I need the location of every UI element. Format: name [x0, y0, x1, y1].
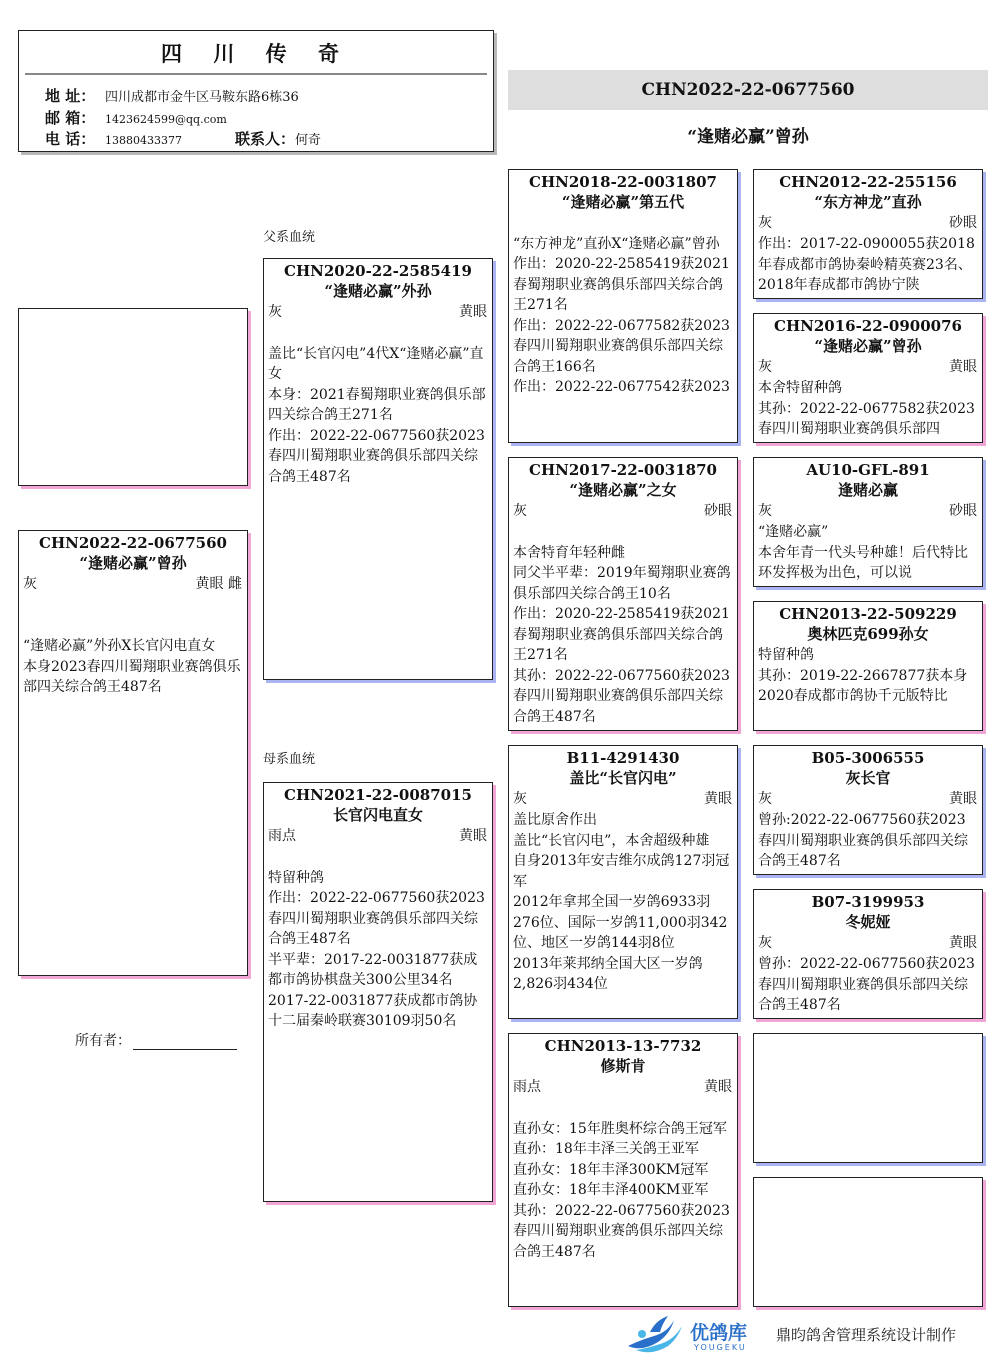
empty-card [753, 1033, 983, 1163]
eye-type: 砂眼 [704, 503, 732, 519]
eye-type: 砂眼 [949, 215, 977, 231]
plumage-color: 灰 [268, 304, 282, 320]
bird-name: “逢赌必赢”曾孙 [79, 554, 187, 572]
bird-name: “逢赌必赢”曾孙 [814, 337, 922, 355]
plumage-color: 灰 [758, 359, 772, 375]
eye-type: 黄眼 [459, 828, 487, 844]
plumage-color: 灰 [758, 791, 772, 807]
phone-label: 电 话： [45, 130, 96, 148]
owner-line [133, 1035, 237, 1050]
bird-description: 本舍特留种鸽 其孙：2022-22-0677582获2023春四川蜀翔职业赛鸽俱乐部四 [758, 380, 975, 437]
email-value: 1423624599@qq.com [105, 113, 227, 126]
phone-row [45, 128, 321, 149]
ring-number: CHN2013-22-509229 [779, 605, 957, 623]
plumage-color: 灰 [758, 935, 772, 951]
eye-type: 黄眼 [949, 359, 977, 375]
eye-type: 黄眼 [949, 791, 977, 807]
gen4-card [753, 457, 983, 587]
brand-name-en: YOUGEKU [694, 1343, 747, 1352]
bird-name: “逢赌必赢”之女 [569, 481, 677, 499]
bird-name: 逢赌必赢 [837, 481, 898, 499]
ring-number: CHN2021-22-0087015 [284, 786, 472, 804]
ring-number: B11-4291430 [566, 749, 680, 767]
bird-description: 特留种鸽 作出：2022-22-0677560获2023春四川蜀翔职业赛鸽俱乐部四关综合鸽王487名 半平辈：2017-22-0031877获成都市鸽协棋盘关300公里34名 2017-22-0031877获成都市鸽协十二届秦岭联赛30109羽50名 [268, 869, 485, 1029]
sire-sire-card [508, 169, 738, 443]
bird-name: 长官闪电直女 [332, 806, 423, 824]
bird-description: 特留种鸽 其孙：2019-22-2667877获本身2020春成都市鸽协千元版特比 [758, 647, 968, 704]
email-label: 邮 箱： [45, 109, 96, 127]
photo-placeholder [18, 308, 248, 486]
dam-card [263, 782, 493, 1202]
bird-name: “逢赌必赢”第五代 [561, 193, 685, 211]
dam-sire-card [508, 745, 738, 1019]
bird-description: 本舍特育年轻种雌 同父半平辈：2019年蜀翔职业赛鸽俱乐部四关综合鸽王10名 作出：2020-22-2585419获2021春蜀翔职业赛鸽俱乐部四关综合鸽王271名 其孙：2022-22-0677560获2023春四川蜀翔职业赛鸽俱乐部四关综合鸽王487名 [513, 544, 731, 725]
eye-type: 黄眼 雌 [195, 576, 242, 592]
ring-number: CHN2020-22-2585419 [284, 262, 472, 280]
pedigree-ring-bar: CHN2022-22-0677560 [508, 70, 988, 110]
bird-name: 冬妮娅 [845, 913, 891, 931]
header-divider [25, 73, 487, 75]
gen4-card [753, 745, 983, 875]
address-label: 地 址： [45, 87, 96, 105]
bird-name: “逢赌必赢”外孙 [324, 282, 432, 300]
bird-description: 曾孙：2022-22-0677560获2023春四川蜀翔职业赛鸽俱乐部四关综合鸽王487名 [758, 956, 975, 1013]
pedigree-subtitle: “逢赌必赢”曾孙 [687, 127, 809, 147]
bird-description: “东方神龙”直孙X“逢赌必赢”曾孙 作出：2020-22-2585419获2021春蜀翔职业赛鸽俱乐部四关综合鸽王271名 作出：2022-22-0677582获2023春四川蜀翔职业赛鸽俱乐部四关综合鸽王166名 作出：2022-22-0677542获2023 [513, 235, 730, 395]
subject-bird-card [18, 530, 248, 976]
owner-label: 所有者： [75, 1033, 131, 1049]
email-row [45, 107, 227, 128]
bird-description: “逢赌必赢”外孙X长官闪电直女 本身2023春四川蜀翔职业赛鸽俱乐部四关综合鸽王487名 [23, 638, 241, 695]
plumage-color: 灰 [513, 503, 527, 519]
plumage-color: 灰 [758, 503, 772, 519]
bird-name: 灰长官 [845, 769, 891, 787]
eye-type: 砂眼 [949, 503, 977, 519]
ring-number: CHN2013-13-7732 [544, 1037, 702, 1055]
bird-description: “逢赌必赢” 本舍年青一代头号种雄！后代特比环发挥极为出色，可以说 [758, 524, 968, 581]
bird-description: 曾孙:2022-22-0677560获2023春四川蜀翔职业赛鸽俱乐部四关综合鸽王487名 [758, 812, 968, 869]
plumage-color: 灰 [758, 215, 772, 231]
eye-type: 黄眼 [704, 791, 732, 807]
ring-number: CHN2012-22-255156 [779, 173, 957, 191]
gen4-card [753, 601, 983, 731]
phone-value: 13880433377 [105, 134, 182, 147]
plumage-color: 雨点 [513, 1079, 541, 1095]
plumage-color: 雨点 [268, 828, 296, 844]
bird-name: 修斯肯 [600, 1057, 646, 1075]
empty-card [753, 1177, 983, 1307]
bird-description: 作出：2017-22-0900055获2018年春成都市鸽协秦岭精英赛23名、2018年春成都市鸽协宁陕 [758, 236, 975, 293]
footer [622, 1312, 992, 1358]
ring-number: AU10-GFL-891 [806, 461, 930, 479]
address-row [45, 85, 299, 106]
eye-type: 黄眼 [949, 935, 977, 951]
ring-number: CHN2016-22-0900076 [774, 317, 962, 335]
eye-type: 黄眼 [459, 304, 487, 320]
dam-line-label: 母系血统 [263, 752, 316, 767]
ring-number: B07-3199953 [811, 893, 925, 911]
loft-title: 四 川 传 奇 [161, 41, 351, 66]
bird-description: 盖比原舍作出 盖比“长官闪电”，本舍超级种雄 自身2013年安吉维尔成鸽127羽冠军 2012年拿邦全国一岁鸽6933羽276位、国际一岁鸽11,000羽342位、地区一岁鸽144羽8位 2013年莱邦纳全国大区一岁鸽2,826羽434位 [513, 812, 730, 992]
loft-info-card [18, 30, 494, 152]
owner-field [75, 1030, 237, 1050]
ring-number: B05-3006555 [811, 749, 925, 767]
bird-name: “东方神龙”直孙 [814, 193, 922, 211]
sire-card [263, 258, 493, 680]
bird-description: 盖比“长官闪电”4代X“逢赌必赢”直女 本身：2021春蜀翔职业赛鸽俱乐部四关综合鸽王271名 作出：2022-22-0677560获2023春四川蜀翔职业赛鸽俱乐部四关综合鸽王487名 [268, 345, 486, 485]
address-value: 四川成都市金牛区马鞍东路6栋36 [105, 90, 299, 105]
gen4-card [753, 889, 983, 1019]
sire-line-label: 父系血统 [263, 230, 316, 245]
contact-label: 联系人： [235, 130, 296, 148]
ring-number: CHN2018-22-0031807 [529, 173, 717, 191]
plumage-color: 灰 [513, 791, 527, 807]
bird-name: 奥林匹克699孙女 [807, 625, 929, 643]
maker-credit: 鼎昀鸽舍管理系统设计制作 [776, 1326, 957, 1344]
bird-description: 直孙女：15年胜奥杯综合鸽王冠军 直孙：18年丰泽三关鸽王亚军 直孙女：18年丰泽300KM冠军 直孙女：18年丰泽400KM亚军 其孙：2022-22-0677560获2023春四川蜀翔职业赛鸽俱乐部四关综合鸽王487名 [513, 1120, 730, 1260]
contact-value: 何奇 [295, 133, 322, 148]
sire-dam-card [508, 457, 738, 731]
dam-dam-card [508, 1033, 738, 1307]
brand-name: 优鸽库 [690, 1322, 748, 1344]
brand-logo-icon [622, 1312, 686, 1356]
plumage-color: 灰 [23, 576, 37, 592]
ring-number: CHN2017-22-0031870 [529, 461, 717, 479]
gen4-card [753, 313, 983, 443]
eye-type: 黄眼 [704, 1079, 732, 1095]
gen4-card [753, 169, 983, 299]
ring-number: CHN2022-22-0677560 [39, 534, 227, 552]
bird-name: 盖比“长官闪电” [569, 769, 677, 787]
